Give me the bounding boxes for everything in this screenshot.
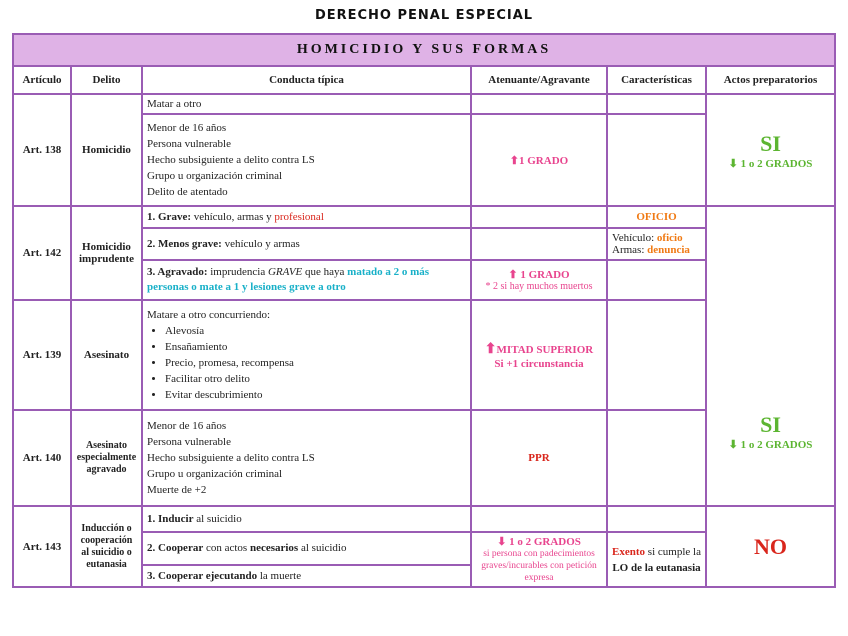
preparatorios-no: NO	[706, 506, 835, 587]
conducta-143-1-text: al suicidio	[193, 513, 242, 525]
preparatorios-grados: 1 o 2 GRADOS	[740, 438, 813, 451]
caracteristicas-142-3	[607, 260, 706, 300]
art-143: Art. 143	[13, 506, 71, 587]
list-item: Hecho subsiguiente a delito contra LS	[147, 452, 315, 464]
art-138: Art. 138	[13, 94, 71, 206]
conducta-142-1-text: vehículo, armas y	[190, 211, 275, 223]
conducta-143-3	[142, 565, 471, 587]
header-caracteristicas: Características	[607, 66, 706, 94]
conducta-142-1-red: profesional	[274, 211, 324, 223]
preparatorios-142-140	[706, 206, 835, 506]
delito-asesinato: Asesinato	[71, 300, 142, 410]
agravante-138	[471, 114, 607, 206]
header-conducta: Conducta típica	[142, 66, 471, 94]
caracteristicas-143-1	[607, 506, 706, 532]
conducta-138-2	[142, 114, 471, 206]
homicide-table	[12, 33, 836, 588]
agravante-139-text: MITAD SUPERIOR	[496, 343, 594, 356]
conducta-143-1-bold: 1. Inducir	[147, 513, 194, 525]
conducta-142-3-italic: GRAVE	[267, 266, 303, 278]
art-139: Art. 139	[13, 300, 71, 410]
agravante-142-1	[471, 206, 607, 228]
car-vehiculo-value: oficio	[656, 232, 683, 244]
arrow-down-icon: ⬇	[728, 438, 738, 451]
car-armas-value: denuncia	[647, 244, 690, 256]
conducta-142-3-text2: que haya	[302, 266, 348, 278]
header-row	[13, 66, 835, 94]
conducta-142-3-text1: imprudencia	[207, 266, 268, 278]
conducta-142-3	[142, 260, 471, 300]
car-exento-text: si cumple la	[645, 545, 701, 558]
list-item: Grupo u organización criminal	[147, 170, 283, 182]
header-articulo: Artículo	[13, 66, 71, 94]
conducta-143-3-text: la muerte	[257, 569, 302, 582]
list-item: Menor de 16 años	[147, 122, 227, 134]
conducta-140	[142, 410, 471, 506]
list-item: • Precio, promesa, recompensa	[165, 355, 466, 371]
preparatorios-138	[706, 94, 835, 206]
conducta-142-1	[142, 206, 471, 228]
agravante-142-2	[471, 228, 607, 260]
agravante-143-note: si persona con padecimientos graves/incurables con petición expresa	[481, 549, 597, 583]
conducta-142-2-text: vehículo y armas	[221, 238, 300, 250]
conducta-139	[142, 300, 471, 410]
caracteristicas-140	[607, 410, 706, 506]
arrow-up-icon: ⬆	[509, 154, 519, 167]
car-exento: Exento	[612, 545, 646, 558]
list-item: Persona vulnerable	[147, 138, 231, 150]
arrow-down-icon: ⬇	[497, 536, 507, 548]
caracteristicas-143	[607, 532, 706, 587]
conducta-143-2-text1: con actos	[203, 542, 250, 555]
conducta-142-1-bold: 1. Grave:	[147, 211, 191, 223]
page-title: DERECHO PENAL ESPECIAL	[314, 8, 534, 23]
conducta-143-3-bold: 3. Cooperar ejecutando	[147, 569, 258, 582]
delito-homicidio-imprudente: Homicidio imprudente	[71, 206, 142, 300]
conducta-143-2-bold2: necesarios	[249, 542, 299, 555]
caracteristicas-139	[607, 300, 706, 410]
delito-induccion: Inducción o cooperación al suicidio o eutanasia	[71, 506, 142, 587]
list-item: Muerte de +2	[147, 484, 207, 496]
preparatorios-grados: 1 o 2 GRADOS	[740, 157, 813, 170]
list-item: • Alevosía	[165, 323, 466, 339]
conducta-142-2-bold: 2. Menos grave:	[147, 238, 222, 250]
agravante-143	[471, 532, 607, 587]
arrow-up-icon: ⬆	[484, 341, 497, 357]
caracteristicas-138-empty	[607, 94, 706, 114]
conducta-138-1: Matar a otro	[142, 94, 471, 114]
art-140: Art. 140	[13, 410, 71, 506]
agravante-143-1	[471, 506, 607, 532]
table-banner: HOMICIDIO Y SUS FORMAS	[13, 34, 835, 66]
list-item: • Ensañamiento	[165, 339, 466, 355]
list-item: Persona vulnerable	[147, 436, 231, 448]
conducta-142-2	[142, 228, 471, 260]
car-vehiculo-label: Vehículo:	[612, 232, 657, 244]
caracteristicas-142-1: OFICIO	[607, 206, 706, 228]
header-delito: Delito	[71, 66, 142, 94]
list-item: Delito de atentado	[147, 186, 228, 198]
header-atenuante: Atenuante/Agravante	[471, 66, 607, 94]
list-item: Hecho subsiguiente a delito contra LS	[147, 154, 315, 166]
arrow-down-icon: ⬇	[728, 157, 738, 170]
list-item: • Evitar descubrimiento	[165, 387, 466, 403]
conducta-143-1	[142, 506, 471, 532]
conducta-142-3-cyan: matado a 2 o más personas o mate a 1 y lesiones grave a otro	[147, 266, 430, 293]
caracteristicas-142-2	[607, 228, 706, 260]
circunstancias-list	[147, 323, 466, 403]
car-lo-eutanasia: LO de la eutanasia	[612, 561, 701, 574]
agravante-142-3	[471, 260, 607, 300]
caracteristicas-138	[607, 114, 706, 206]
conducta-143-2	[142, 532, 471, 565]
delito-asesinato-agravado: Asesinato especialmente agravado	[71, 410, 142, 506]
agravante-142-3-note: * 2 si hay muchos muertos	[485, 281, 593, 292]
agravante-139-note: Si +1 circunstancia	[494, 357, 584, 370]
arrow-up-icon: ⬆	[508, 269, 518, 281]
preparatorios-si: SI	[760, 411, 781, 437]
list-item: Menor de 16 años	[147, 420, 227, 432]
agravante-142-3-text: 1 GRADO	[520, 269, 570, 281]
agravante-143-text: 1 o 2 GRADOS	[509, 536, 581, 548]
conducta-143-2-bold1: 2. Cooperar	[147, 542, 204, 555]
preparatorios-si: SI	[760, 130, 781, 156]
conducta-143-2-text2: al suicidio	[298, 542, 347, 555]
agravante-139	[471, 300, 607, 410]
agravante-138-empty	[471, 94, 607, 114]
conducta-139-intro: Matare a otro concurriendo:	[147, 309, 271, 321]
delito-homicidio: Homicidio	[71, 94, 142, 206]
art-142: Art. 142	[13, 206, 71, 300]
list-item: • Facilitar otro delito	[165, 371, 466, 387]
conducta-142-3-bold: 3. Agravado:	[147, 266, 208, 278]
header-actos: Actos preparatorios	[706, 66, 835, 94]
list-item: Grupo u organización criminal	[147, 468, 283, 480]
agravante-138-text: 1 GRADO	[519, 154, 569, 167]
agravante-140: PPR	[471, 410, 607, 506]
car-armas-label: Armas:	[612, 244, 648, 256]
